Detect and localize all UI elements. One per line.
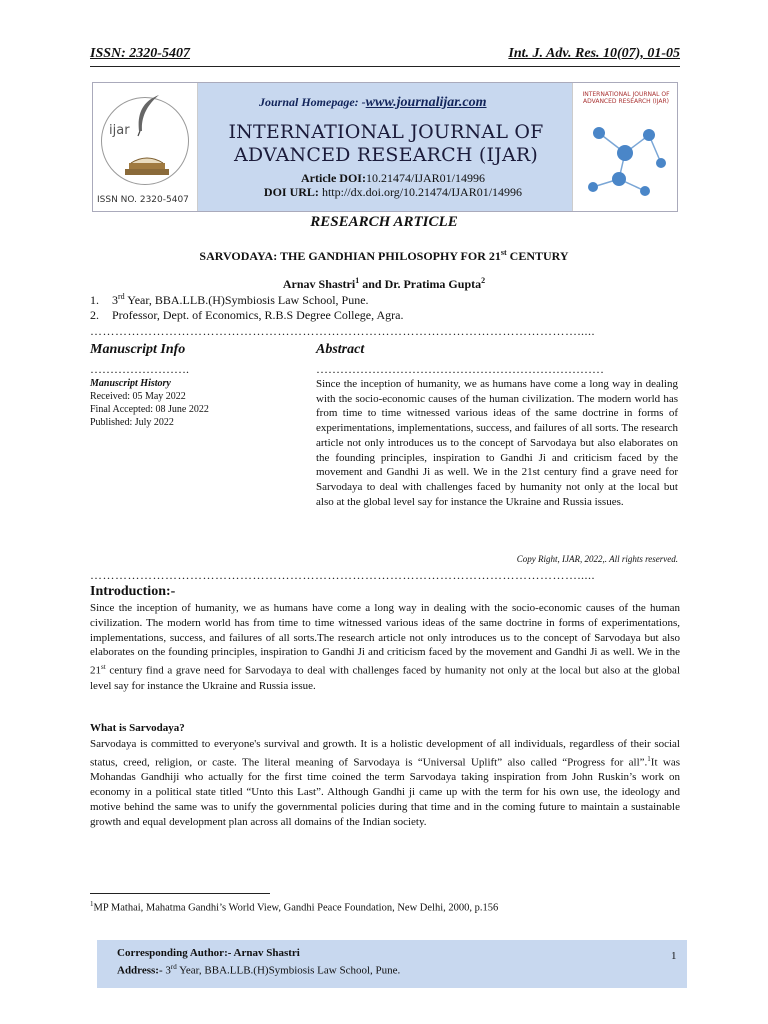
article-doi: 10.21474/IJAR01/14996 <box>365 171 485 185</box>
article-doi-label: Article DOI: <box>301 171 366 185</box>
feather-quill-icon <box>133 93 163 137</box>
abstract-text: Since the inception of humanity, we as humans have come a long way in dealing with the socio-economic causes of the human civilization. The modern world has from time to time witnessed various ideas of the same doctrine in forms of experimentations, implementations, success, and failures of all sorts. The research article not only introduces us to the concept of Sarvodaya but also elaborates on the founding principles, inspiration to Gandhi Ji and criticism faced by the movement and Gandhi Ji as well. We in the 21st century find a grave need for Sarvodaya to deal with challenges faced by humanity not only at the local but also at the global level say for instance the Ukraine and Russia issues. <box>316 378 678 508</box>
dotted-divider-2: ………………………………………………………………………………………………………..... <box>90 568 595 582</box>
abstract-heading: Abstract <box>316 342 365 357</box>
journal-title <box>221 121 551 167</box>
sarvodaya-paragraph: Sarvodaya is committed to everyone's survival and growth. It is a holistic development of all individuals, regardless of their social status, creed, religion, or caste. The literal meaning of Sarvodaya is “Universal Uplift” also called “Progress for all”.$^1$It was Mohandas Gandhiji who actually for the first time coined the term Sarvodaya taking inspiration from John Ruskin’s work on economy in a political state titled “Unto this Last”. Although Gandhi ji came up with the term for his own use, the ideology and motive behind the same was to unify the governmental policies during that time and in the coming future to maintain a sustainable growth and equal development plan across all domains of the Indian society. <box>90 738 681 828</box>
doi-block <box>233 171 553 199</box>
journal-cover-image <box>572 83 677 211</box>
article-type: RESEARCH ARTICLE <box>310 214 458 230</box>
received-date: Received: 05 May 2022 <box>90 391 186 402</box>
manuscript-history <box>90 377 209 429</box>
journal-title-line1: INTERNATIONAL JOURNAL OF <box>228 121 544 143</box>
journal-banner <box>92 82 678 212</box>
corresponding-author-box <box>97 940 687 988</box>
books-icon <box>123 151 171 179</box>
logo-issn: ISSN NO. 2320-5407 <box>97 195 189 205</box>
molecule-graphic <box>579 113 671 205</box>
running-header <box>90 46 680 67</box>
footnote: $^1$MP Mathai, Mahatma Gandhi’s World View, Gandhi Peace Foundation, New Delhi, 2000, p.156 <box>90 900 499 914</box>
homepage-link[interactable]: www.journalijar.com <box>365 95 487 110</box>
manuscript-history-heading: Manuscript History <box>90 378 171 389</box>
paper-title: SARVODAYA: THE GANDHIAN PHILOSOPHY FOR 21st CENTURY <box>199 248 569 263</box>
page-number: 1 <box>671 950 677 962</box>
ijar-logo <box>93 83 198 211</box>
cover-title: INTERNATIONAL JOURNAL OF ADVANCED RESEARCH (IJAR) <box>582 91 670 105</box>
journal-homepage <box>259 95 487 111</box>
doi-url-link[interactable]: http://dx.doi.org/10.21474/IJAR01/14996 <box>321 185 523 199</box>
corresponding-author: Corresponding Author:- Arnav Shastri <box>117 947 300 959</box>
citation-text: Int. J. Adv. Res. 10(07), 01-05 <box>508 46 680 61</box>
dotted-divider: ………………………………………………………………………………………………………..... <box>90 324 595 338</box>
introduction-paragraph: Since the inception of humanity, we as humans have come a long way in dealing with the socio-economic causes of the human civilization. The modern world has from time to time witnessed various ideas of the same doctrine in forms of experimentations, implementations, success, and failures of all sorts.The research article not only introduces us to the concept of Sarvodaya but also elaborates on the founding principles, inspiration to Gandhi Ji and criticism faced by the movement and Gandhi Ji as well. We in the 21st century find a grave need for Sarvodaya to deal with challenges faced by humanity not only at the local but also at the global level say for instance the Ukraine and Russia issue. <box>90 602 680 692</box>
doi-url-label: DOI URL: <box>263 185 319 199</box>
author-1: Arnav Shastri <box>282 277 356 291</box>
issn-text: ISSN: 2320-5407 <box>90 46 190 61</box>
what-is-sarvodaya-heading: What is Sarvodaya? <box>90 722 185 734</box>
abstract-dotted-rule: ……………………………………………………………… <box>316 362 604 376</box>
manuscript-info-heading: Manuscript Info <box>90 342 186 357</box>
published-date: Published: July 2022 <box>90 417 174 428</box>
author-2: Dr. Pratima Gupta <box>384 277 482 291</box>
homepage-label: Journal Homepage: - <box>259 95 366 109</box>
affiliation-1: 1. 3rd Year, BBA.LLB.(H)Symbiosis Law School, Pune. <box>90 292 369 307</box>
accepted-date: Final Accepted: 08 June 2022 <box>90 404 209 415</box>
affiliation-2: 2. Professor, Dept. of Economics, R.B.S Degree College, Agra. <box>90 308 404 322</box>
copyright-notice: Copy Right, IJAR, 2022,. All rights reserved. <box>516 554 678 564</box>
author-line: Arnav Shastri$^1$ and Dr. Pratima Gupta$^2$ <box>282 276 486 291</box>
logo-text: ijar <box>109 123 130 138</box>
footnote-rule <box>90 893 270 894</box>
manuscript-dotted-rule: ……………………. <box>90 362 189 376</box>
introduction-heading: Introduction:- <box>90 584 176 599</box>
corresponding-address: Address:- 3rd Year, BBA.LLB.(H)Symbiosis Law School, Pune. <box>117 963 401 977</box>
journal-title-line2: ADVANCED RESEARCH (IJAR) <box>233 144 539 166</box>
